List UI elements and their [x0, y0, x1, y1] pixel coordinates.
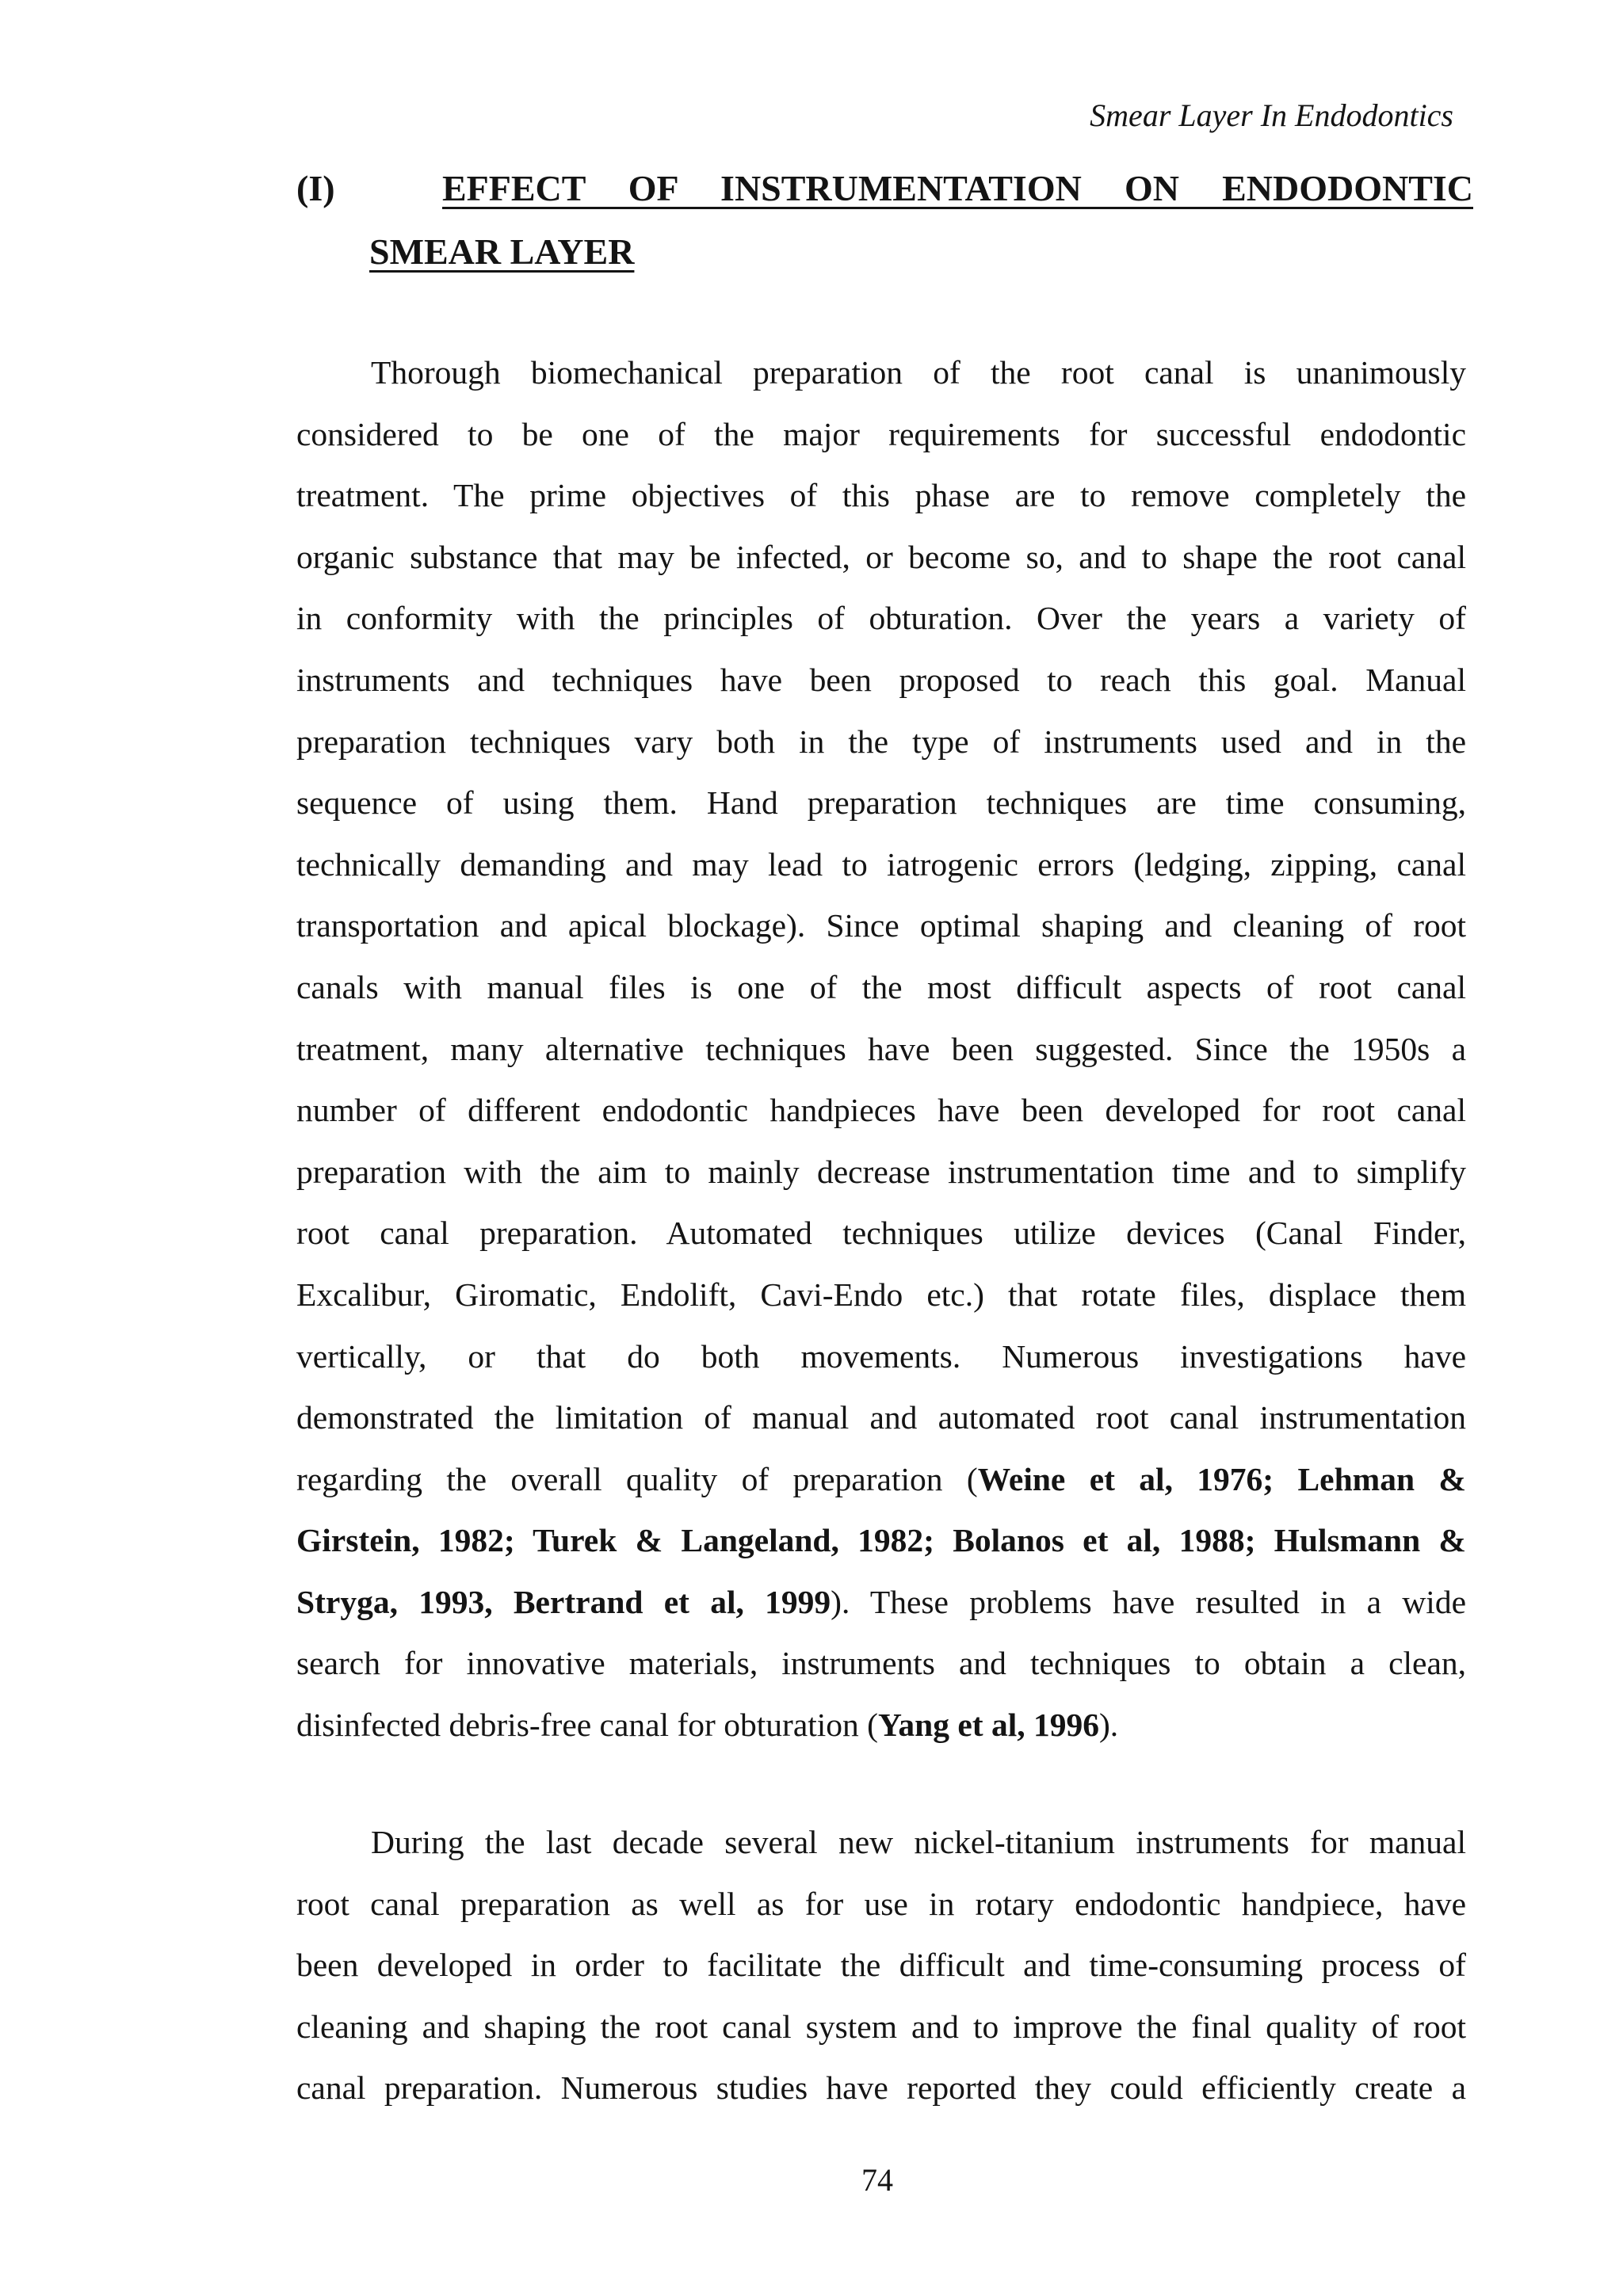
text-line: treatment, many alternative techniques have been suggested. Since the 1950s a [296, 1030, 1466, 1067]
text-line: canal preparation. Numerous studies have reported they could efficiently create a [296, 2069, 1466, 2107]
text-line-citation [296, 1449, 1466, 1511]
text-line: technically demanding and may lead to iatrogenic errors (ledging, zipping, canal [296, 845, 1466, 883]
citation: Stryga, 1993, Bertrand et al, 1999 [296, 1583, 831, 1620]
text-fragment: disinfected debris-free canal for obturation ( [296, 1707, 878, 1744]
citation: Girstein, 1982; Turek & Langeland, 1982; Bolanos et al, 1988; Hulsmann & [296, 1522, 1466, 1559]
text-line: preparation techniques vary both in the type of instruments used and in the [296, 723, 1466, 760]
text-line: Excalibur, Giromatic, Endolift, Cavi-Endo etc.) that rotate files, displace them [296, 1276, 1466, 1313]
text-line: preparation with the aim to mainly decrease instrumentation time and to simplify [296, 1153, 1466, 1190]
text-line: transportation and apical blockage). Since optimal shaping and cleaning of root [296, 907, 1466, 944]
text-line-citation [296, 1572, 1466, 1634]
text-line: in conformity with the principles of obturation. Over the years a variety of [296, 600, 1466, 637]
citation: Yang et al, 1996 [878, 1707, 1099, 1744]
text-fragment: regarding the overall quality of preparation ( [296, 1460, 978, 1497]
paragraph-nickel-titanium [296, 1812, 1466, 2119]
text-line: organic substance that may be infected, or become so, and to shape the root canal [296, 538, 1466, 575]
citation: Weine et al, 1976; Lehman & [977, 1460, 1466, 1497]
text-line: root canal preparation as well as for use in rotary endodontic handpiece, have [296, 1885, 1466, 1922]
text-line: number of different endodontic handpieces have been developed for root canal [296, 1092, 1466, 1129]
text-line: search for innovative materials, instruments and techniques to obtain a clean, [296, 1645, 1466, 1682]
page-number: 74 [861, 2162, 893, 2198]
text-fragment: ). [1098, 1707, 1119, 1744]
text-line: Thorough biomechanical preparation of the root canal is unanimously [371, 354, 1466, 391]
text-line: sequence of using them. Hand preparation techniques are time consuming, [296, 784, 1466, 822]
text-line: treatment. The prime objectives of this phase are to remove completely the [296, 477, 1466, 514]
text-line: considered to be one of the major requirements for successful endodontic [296, 415, 1466, 452]
text-line: canals with manual files is one of the most difficult aspects of root canal [296, 968, 1466, 1005]
text-line-citation [296, 1510, 1466, 1572]
paragraph-instrumentation [296, 342, 1466, 1756]
text-line-citation [296, 1695, 1466, 1756]
text-line: vertically, or that do both movements. Numerous investigations have [296, 1337, 1466, 1375]
section-title-line2: SMEAR LAYER [369, 231, 635, 272]
text-fragment: ). These problems have resulted in a wide [831, 1583, 1466, 1620]
text-line: cleaning and shaping the root canal system and to improve the final quality of root [296, 2008, 1466, 2045]
section-title-line1: EFFECT OF INSTRUMENTATION ON ENDODONTIC [442, 168, 1473, 208]
text-line: During the last decade several new nickel-titanium instruments for manual [371, 1824, 1466, 1860]
text-line: demonstrated the limitation of manual and automated root canal instrumentation [296, 1399, 1466, 1436]
running-header: Smear Layer In Endodontics [1090, 97, 1453, 133]
section-number: (I) [296, 168, 335, 208]
text-line: been developed in order to facilitate the difficult and time-consuming process of [296, 1947, 1466, 1984]
text-line: root canal preparation. Automated techniques utilize devices (Canal Finder, [296, 1215, 1466, 1252]
text-line: instruments and techniques have been proposed to reach this goal. Manual [296, 661, 1466, 698]
